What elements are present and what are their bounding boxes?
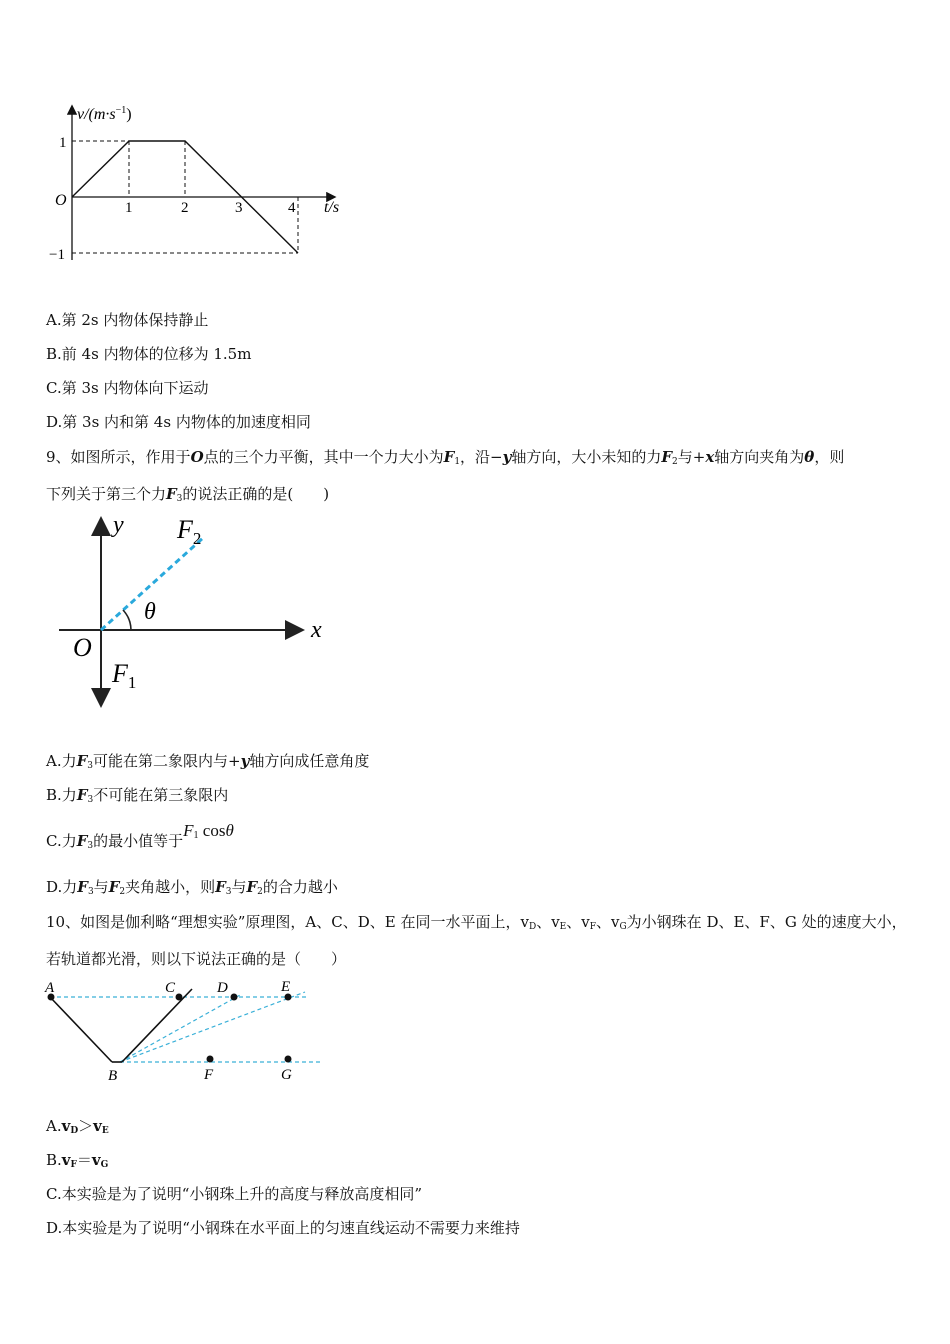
- q10-option-d: D.本实验是为了说明“小钢珠在水平面上的匀速直线运动不需要力来维持: [46, 1219, 520, 1237]
- q10-option-b: $B.v_F=v_G$: [46, 1151, 109, 1170]
- f1-label: $F_1$: [112, 659, 137, 692]
- q9-stem-line2: 下列关于第三个力$F_3$的说法正确的是( ): [46, 485, 330, 504]
- v-axis-label: $v/(m\cdot s^{-1})$: [77, 105, 132, 123]
- left-incline: [50, 997, 112, 1062]
- t-tick-1: 1: [125, 200, 133, 216]
- q8-option-d: D.第 3s 内和第 4s 内物体的加速度相同: [46, 413, 311, 431]
- q9-option-a: A.力$F_3$可能在第二象限内与+y轴方向成任意角度: [46, 752, 370, 771]
- formula-f1-cos-theta: $F_1$ cosθ: [183, 821, 234, 841]
- q9-option-b: B.力$F_3$不可能在第三象限内: [46, 786, 229, 805]
- right-incline: [122, 989, 192, 1062]
- t-axis-label: t/s: [324, 199, 340, 216]
- q8-option-a: A.第 2s 内物体保持静止: [46, 311, 209, 329]
- label-g: G: [281, 1067, 292, 1083]
- x-axis-label: x: [311, 617, 322, 643]
- q8-option-b: B.前 4s 内物体的位移为 1.5m: [46, 345, 252, 363]
- point-f: [207, 1056, 214, 1063]
- label-b: B: [108, 1068, 118, 1084]
- t-tick-4: 4: [288, 200, 296, 216]
- f2-label: $F_2$: [177, 515, 202, 548]
- label-a: A: [45, 980, 55, 996]
- label-d: D: [217, 980, 228, 996]
- force-diagram: [55, 510, 345, 710]
- label-c: C: [165, 980, 176, 996]
- galileo-experiment-diagram: [40, 975, 330, 1085]
- y-axis-label: y: [113, 512, 124, 538]
- label-e: E: [281, 979, 291, 995]
- q9-option-c: C.力$F_3$的最小值等于$F_1$ cosθ: [46, 821, 234, 851]
- v-tick-1: 1: [59, 135, 67, 151]
- q10-option-a: $A.v_D>v_E$: [46, 1117, 109, 1136]
- q8-option-c: C.第 3s 内物体向下运动: [46, 379, 209, 397]
- velocity-time-graph: [40, 95, 360, 270]
- theta-label: θ: [144, 599, 156, 625]
- t-tick-3: 3: [235, 200, 243, 216]
- theta-arc: [123, 610, 131, 630]
- t-tick-2: 2: [181, 200, 189, 216]
- label-f: F: [204, 1067, 214, 1083]
- point-c: [176, 994, 183, 1001]
- point-g: [285, 1056, 292, 1063]
- q10-option-c: C.本实验是为了说明“小钢珠上升的高度与释放高度相同”: [46, 1185, 423, 1203]
- point-d: [231, 994, 238, 1001]
- q9-stem-line1: 9、如图所示，作用于O点的三个力平衡，其中一个力大小为$F_1$，沿−y轴方向，大小未知的力$F_2$与+x轴方向夹角为θ，则: [46, 448, 845, 467]
- q10-stem-line1: 10、如图是伽利略“理想实验”原理图，A、C、D、E 在同一水平面上，$v_D$、$v_E$、$v_F$、$v_G$为小钢珠在 D、E、F、G 处的速度大小，: [46, 913, 907, 932]
- origin-label: O: [73, 633, 92, 662]
- origin-label: O: [55, 192, 67, 209]
- q10-stem-line2: 若轨道都光滑，则以下说法正确的是（ ）: [46, 950, 347, 968]
- v-tick-neg1: −1: [49, 247, 65, 263]
- q9-option-d: D.力$F_3$与$F_2$夹角越小，则$F_3$与$F_2$的合力越小: [46, 878, 338, 897]
